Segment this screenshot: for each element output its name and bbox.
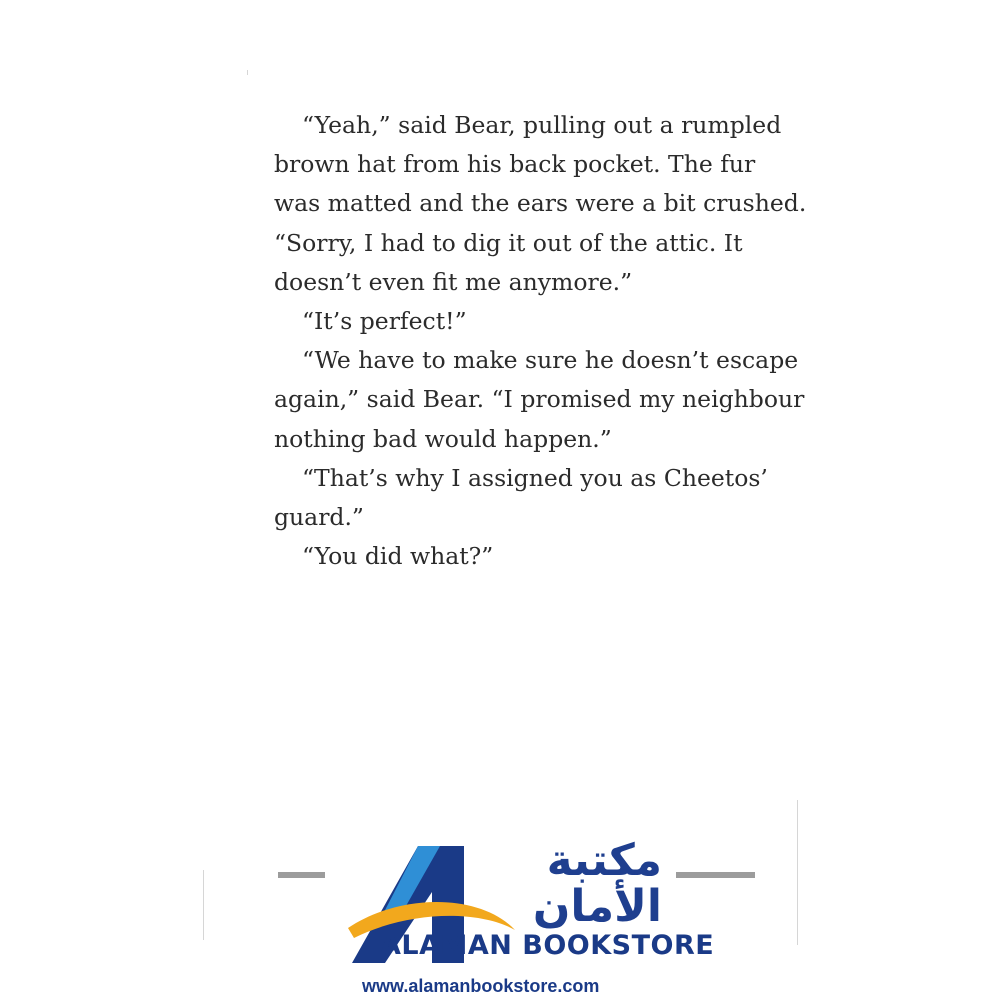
website-link[interactable]: www.alamanbookstore.com: [362, 976, 600, 996]
text-line: nothing bad would happen.”: [274, 424, 612, 453]
text-line: “You did what?”: [302, 542, 494, 571]
page-right-edge: [797, 800, 798, 945]
text-line: was matted and the ears were a bit crushed.: [274, 189, 807, 218]
page-left-lower-edge: [203, 870, 204, 940]
text-line: brown hat from his back pocket. The fur: [274, 150, 756, 179]
arabic-line-2: الأمان: [532, 881, 662, 932]
text-line: guard.”: [274, 503, 364, 532]
text-line: “It’s perfect!”: [302, 307, 467, 336]
text-line: “That’s why I assigned you as Cheetos’: [302, 463, 768, 492]
page-body-text: [274, 106, 807, 576]
text-line: again,” said Bear. “I promised my neighbour: [274, 385, 805, 414]
text-line: doesn’t even fit me anymore.”: [274, 267, 633, 296]
arabic-line-1: مكتبة: [546, 835, 662, 886]
text-line: “We have to make sure he doesn’t escape: [302, 346, 799, 375]
brand-name: ALAMAN BOOKSTORE: [380, 930, 715, 961]
right-divider-dash: [676, 872, 755, 878]
arabic-bookstore-name: [462, 835, 662, 932]
page-left-edge: [247, 70, 248, 75]
left-divider-dash: [278, 872, 325, 878]
text-line: “Yeah,” said Bear, pulling out a rumpled: [302, 111, 782, 139]
text-line: “Sorry, I had to dig it out of the attic. It: [274, 228, 743, 257]
